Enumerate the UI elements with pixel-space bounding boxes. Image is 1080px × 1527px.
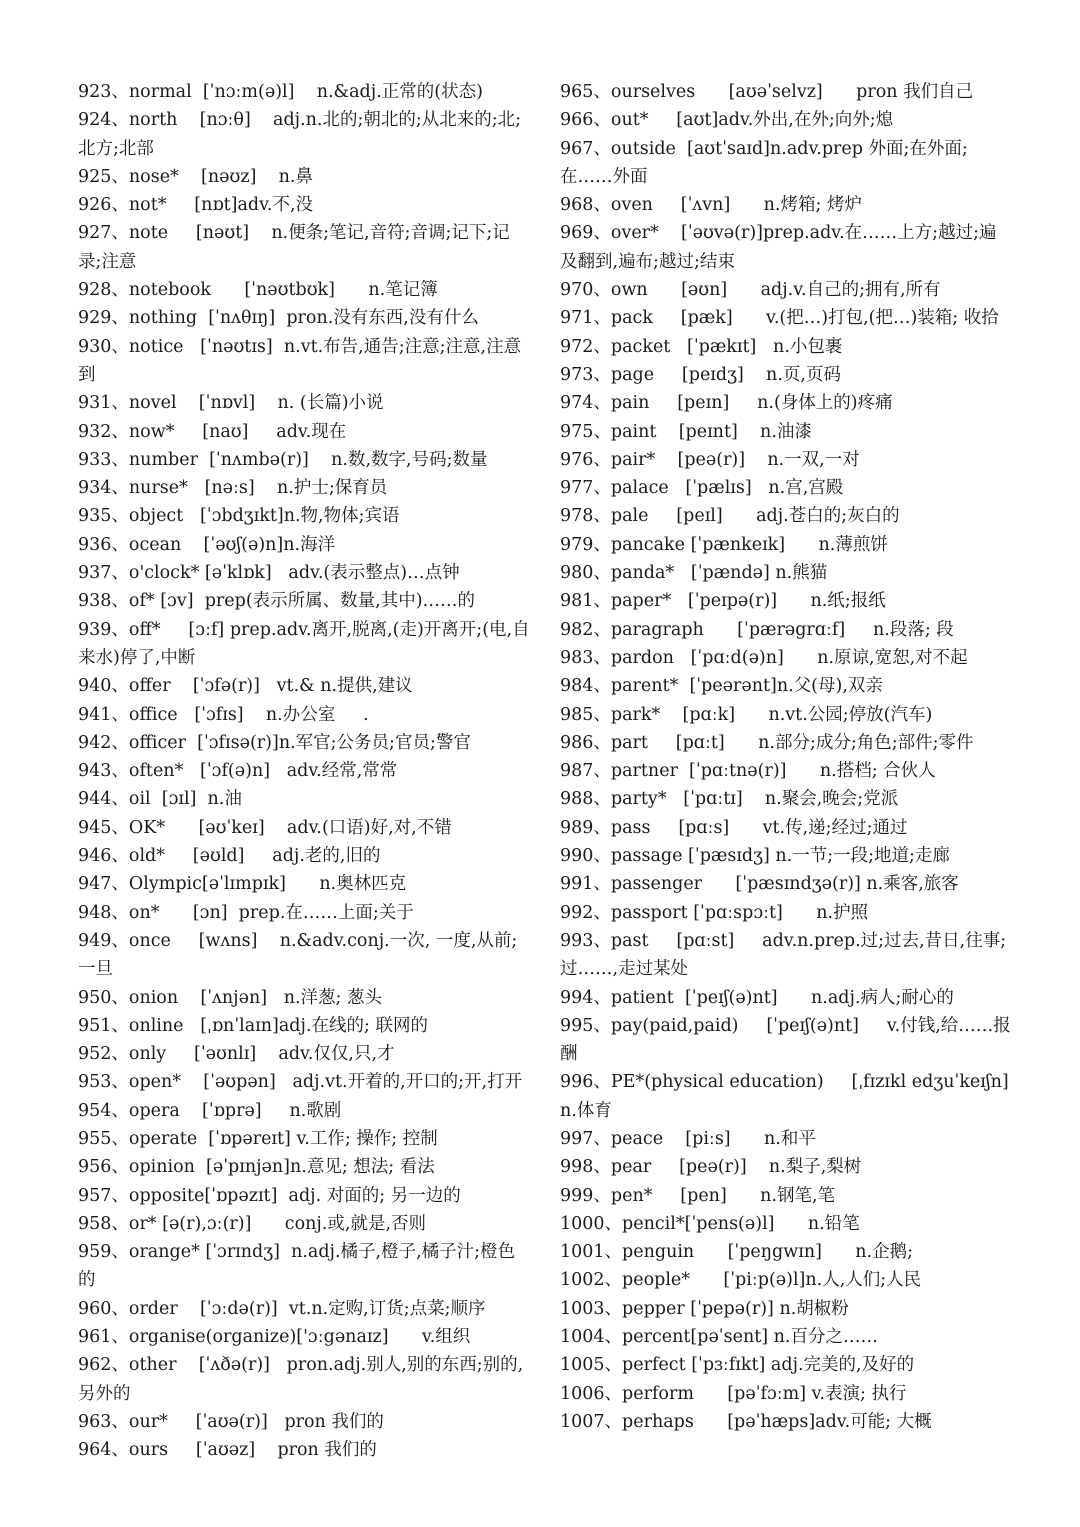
vocab-entry: 928、notebook [ˈnəʊtbʊk] n.笔记簿: [78, 280, 438, 301]
vocab-entry: 990、passage [ˈpæsɪdʒ] n.一节;一段;地道;走廊: [560, 846, 950, 867]
vocab-entry: 962、other [ˈʌðə(r)] pron.adj.别人,别的东西;别的,另外的: [78, 1355, 524, 1404]
vocab-entry: 983、pardon [ˈpɑːd(ə)n] n.原谅,宽恕,对不起: [560, 647, 968, 668]
vocab-entry: 977、palace [ˈpælɪs] n.宫,宫殿: [560, 478, 844, 499]
vocab-entry: 963、our* [ˈaʊə(r)] pron 我们的: [78, 1411, 384, 1432]
vocab-entry: 973、page [peɪdʒ] n.页,页码: [560, 364, 841, 385]
vocab-entry: 951、online [ˌɒnˈlaɪn]adj.在线的; 联网的: [78, 1015, 428, 1036]
vocab-entry: 949、once [wʌns] n.&adv.conj.一次, 一度,从前;一旦: [78, 930, 518, 980]
vocab-entry: 1003、pepper [ˈpepə(r)] n.胡椒粉: [560, 1298, 849, 1319]
vocab-entry: 991、passenger [ˈpæsɪndʒə(r)] n.乘客,旅客: [560, 874, 959, 895]
vocab-entry: 927、note [nəʊt] n.便条;笔记,音符;音调;记下;记录;注意: [78, 223, 510, 272]
right-column: [560, 78, 1015, 1436]
vocab-entry: 996、PE*(physical education) [ˌfɪzɪkl edʒuˈkeɪʃn] n.体育: [560, 1072, 1015, 1121]
vocab-entry: 981、paper* [ˈpeɪpə(r)] n.纸;报纸: [560, 591, 886, 612]
vocab-entry: 964、ours [ˈaʊəz] pron 我们的: [78, 1440, 377, 1461]
vocab-entry: 929、nothing [ˈnʌθɪŋ] pron.没有东西,没有什么: [78, 308, 479, 329]
vocab-entry: 934、nurse* [nəːs] n.护士;保育员: [78, 478, 388, 499]
vocab-entry: 985、park* [pɑːk] n.vt.公园;停放(汽车): [560, 704, 933, 725]
vocab-entry: 923、normal [ˈnɔːm(ə)l] n.&adj.正常的(状态): [78, 82, 483, 102]
vocab-entry: 924、north [nɔːθ] adj.n.北的;朝北的;从北来的;北;北方;北部: [78, 110, 522, 159]
vocab-entry: 944、oil [ɔɪl] n.油: [78, 789, 242, 810]
vocab-entry: 1007、perhaps [pəˈhæps]adv.可能; 大概: [560, 1411, 932, 1432]
vocab-entry: 970、own [əʊn] adj.v.自己的;拥有,所有: [560, 280, 941, 301]
vocab-entry: 931、novel [ˈnɒvl] n. (长篇)小说: [78, 393, 384, 414]
vocab-entry: 948、on* [ɔn] prep.在……上面;关于: [78, 902, 414, 923]
vocab-entry: 994、patient [ˈpeɪʃ(ə)nt] n.adj.病人;耐心的: [560, 987, 954, 1008]
vocab-entry: 925、nose* [nəʊz] n.鼻: [78, 166, 313, 187]
vocab-entry: 945、OK* [əʊˈkeɪ] adv.(口语)好,对,不错: [78, 817, 452, 838]
vocab-entry: 1001、penguin [ˈpeŋgwɪn] n.企鹅;: [560, 1242, 914, 1263]
vocab-entry: 1005、perfect [ˈpɜːfɪkt] adj.完美的,及好的: [560, 1355, 915, 1376]
left-column: [78, 78, 530, 1465]
vocab-entry: 965、ourselves [aʊəˈselvz] pron 我们自己: [560, 82, 974, 102]
vocab-entry: 984、parent* [ˈpeərənt]n.父(母),双亲: [560, 676, 883, 697]
vocab-entry: 992、passport [ˈpɑːspɔːt] n.护照: [560, 902, 869, 923]
vocab-entry: 947、Olympic[əˈlɪmpɪk] n.奥林匹克: [78, 874, 407, 895]
vocab-entry: 968、oven [ˈʌvn] n.烤箱; 烤炉: [560, 195, 862, 216]
vocab-entry: 926、not* [nɒt]adv.不,没: [78, 195, 314, 216]
vocab-entry: 961、organise(organize)['ɔːgənaɪz] v.组织: [78, 1327, 471, 1348]
vocab-entry: 956、opinion [əˈpɪnjən]n.意见; 想法; 看法: [78, 1157, 435, 1178]
vocab-entry: 995、pay(paid,paid) [ˈpeɪʃ(ə)nt] v.付钱,给……报酬: [560, 1015, 1011, 1065]
vocab-entry: 933、number [ˈnʌmbə(r)] n.数,数字,号码;数量: [78, 449, 488, 470]
vocab-entry: 980、panda* [ˈpændə] n.熊猫: [560, 563, 828, 584]
vocab-entry: 954、opera [ˈɒprə] n.歌剧: [78, 1100, 342, 1121]
vocab-entry: 943、often* [ˈɔf(ə)n] adv.经常,常常: [78, 761, 398, 782]
vocab-entry: 975、paint [peɪnt] n.油漆: [560, 421, 812, 442]
vocab-entry: 969、over* [ˈəʊvə(r)]prep.adv.在……上方;越过;遍及翻到,遍布;越过;结束: [560, 223, 997, 272]
vocab-entry: 940、offer [ˈɔfə(r)] vt.& n.提供,建议: [78, 676, 413, 697]
vocab-entry: 966、out* [aʊt]adv.外出,在外;向外;熄: [560, 110, 894, 131]
vocab-entry: 960、order [ˈɔːdə(r)] vt.n.定购,订货;点菜;顺序: [78, 1298, 486, 1319]
vocab-entry: 955、operate [ˈɒpəreɪt] v.工作; 操作; 控制: [78, 1128, 438, 1149]
vocab-entry: 958、or* [ə(r),ɔː(r)] conj.或,就是,否则: [78, 1213, 427, 1234]
vocab-entry: 1004、percent[pəˈsent] n.百分之……: [560, 1327, 878, 1348]
vocab-entry: 979、pancake [ˈpænkeɪk] n.薄煎饼: [560, 534, 888, 555]
vocab-entry: 957、opposite[ˈɒpəzɪt] adj. 对面的; 另一边的: [78, 1185, 461, 1206]
vocab-entry: 937、o'clock* [əˈklɒk] adv.(表示整点)…点钟: [78, 563, 460, 584]
vocab-entry: 953、open* [ˈəʊpən] adj.vt.开着的,开口的;开,打开: [78, 1072, 523, 1093]
vocab-entry: 989、pass [pɑːs] vt.传,递;经过;通过: [560, 817, 908, 838]
vocab-entry: 967、outside [aʊtˈsaɪd]n.adv.prep 外面;在外面;在……外面: [560, 138, 968, 187]
vocab-entry: 952、only [ˈəʊnlɪ] adv.仅仅,只,才: [78, 1044, 395, 1065]
vocab-entry: 946、old* [əʊld] adj.老的,旧的: [78, 846, 381, 867]
vocab-entry: 982、paragraph [ˈpærəgrɑːf] n.段落; 段: [560, 619, 954, 640]
vocab-entry: 988、party* [ˈpɑːtɪ] n.聚会,晚会;党派: [560, 789, 899, 810]
vocab-entry: 971、pack [pæk] v.(把…)打包,(把…)装箱; 收拾: [560, 308, 999, 329]
vocab-entry: 1002、people* [ˈpiːp(ə)l]n.人,人们;人民: [560, 1270, 922, 1291]
vocab-entry: 930、notice [ˈnəʊtɪs] n.vt.布告,通告;注意;注意,注意到: [78, 336, 522, 385]
vocab-entry: 938、of* [ɔv] prep(表示所属、数量,其中)……的: [78, 591, 476, 612]
vocab-entry: 941、office [ˈɔfɪs] n.办公室 .: [78, 704, 369, 725]
vocab-entry: 997、peace [piːs] n.和平: [560, 1128, 816, 1149]
vocab-entry: 987、partner [ˈpɑːtnə(r)] n.搭档; 合伙人: [560, 761, 936, 782]
vocab-entry: 976、pair* [peə(r)] n.一双,一对: [560, 449, 860, 470]
vocab-entry: 1006、perform [pəˈfɔːm] v.表演; 执行: [560, 1383, 907, 1404]
vocab-entry: 939、off* [ɔːf] prep.adv.离开,脱离,(走)开离开;(电,自来水)停了,中断: [78, 619, 530, 668]
vocab-entry: 959、orange* [ˈɔrɪndʒ] n.adj.橘子,橙子,橘子汁;橙色的: [78, 1242, 516, 1291]
vocab-entry: 932、now* [naʊ] adv.现在: [78, 421, 347, 442]
vocab-entry: 972、packet [ˈpækɪt] n.小包裹: [560, 336, 843, 357]
vocab-entry: 1000、pencil*[ˈpens(ə)l] n.铅笔: [560, 1213, 860, 1234]
vocab-entry: 935、object [ˈɔbdʒɪkt]n.物,物体;宾语: [78, 506, 400, 527]
vocab-entry: 950、onion [ˈʌnjən] n.洋葱; 葱头: [78, 987, 383, 1008]
vocab-entry: 993、past [pɑːst] adv.n.prep.过;过去,昔日,往事;过……,走过某处: [560, 930, 1007, 980]
vocab-entry: 974、pain [peɪn] n.(身体上的)疼痛: [560, 393, 893, 414]
vocab-entry: 986、part [pɑːt] n.部分;成分;角色;部件;零件: [560, 732, 974, 753]
vocab-entry: 999、pen* [pen] n.钢笔,笔: [560, 1185, 836, 1206]
vocab-entry: 942、officer [ˈɔfɪsə(r)]n.军官;公务员;官员;警官: [78, 732, 471, 753]
vocab-entry: 936、ocean [ˈəʊʃ(ə)n]n.海洋: [78, 534, 336, 555]
vocab-entry: 998、pear [peə(r)] n.梨子,梨树: [560, 1157, 862, 1178]
vocab-entry: 978、pale [peɪl] adj.苍白的;灰白的: [560, 506, 900, 527]
